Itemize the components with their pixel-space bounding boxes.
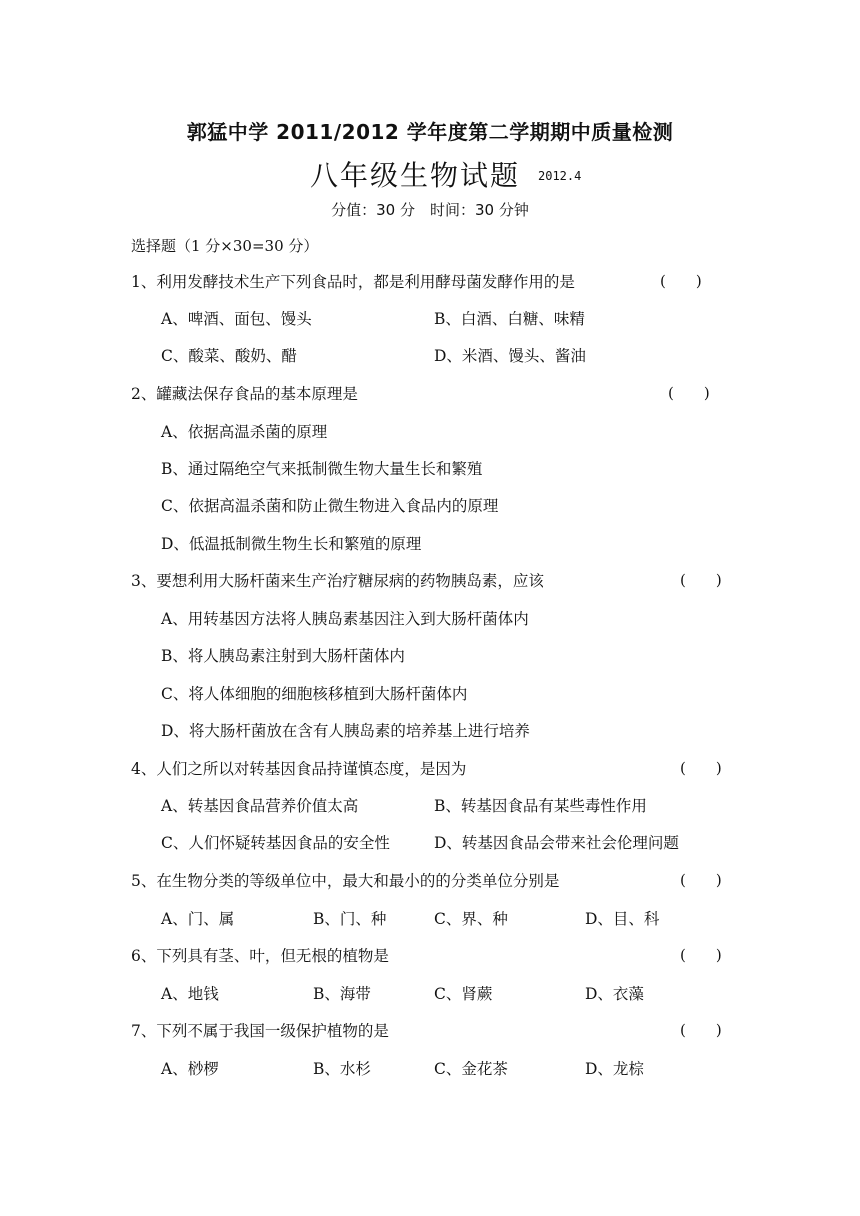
exam-date: 2012.4 (538, 169, 582, 183)
option-b: B、通过隔绝空气来抵制微生物大量生长和繁殖 (161, 460, 483, 478)
question-stem: 7、下列不属于我国一级保护植物的是 (131, 1022, 389, 1040)
section-heading: 选择题（1 分×30=30 分） (131, 237, 319, 255)
option-b: B、海带 (313, 985, 371, 1003)
question-stem: 3、要想利用大肠杆菌来生产治疗糖尿病的药物胰岛素，应该 (131, 572, 544, 590)
exam-title: 郭猛中学 2011/2012 学年度第二学期期中质量检测 (186, 120, 674, 144)
option-c: C、肾蕨 (434, 985, 493, 1003)
option-a: A、桫椤 (161, 1060, 219, 1078)
option-d: D、龙棕 (585, 1060, 644, 1078)
score-time-info: 分值：30 分 时间：30 分钟 (331, 201, 529, 219)
option-a: A、地钱 (161, 985, 219, 1003)
answer-bracket: ( ) (680, 1021, 722, 1039)
option-a: A、啤酒、面包、馒头 (161, 310, 312, 328)
option-d: D、将大肠杆菌放在含有人胰岛素的培养基上进行培养 (161, 722, 530, 740)
option-b: B、转基因食品有某些毒性作用 (434, 797, 647, 815)
question-stem: 5、在生物分类的等级单位中，最大和最小的的分类单位分别是 (131, 872, 560, 890)
option-c: C、酸菜、酸奶、醋 (161, 347, 297, 365)
answer-bracket: ( ) (660, 272, 702, 290)
option-b: B、水杉 (313, 1060, 371, 1078)
question-stem: 2、罐藏法保存食品的基本原理是 (131, 385, 358, 403)
question-stem: 4、人们之所以对转基因食品持谨慎态度，是因为 (131, 760, 467, 778)
option-c: C、人们怀疑转基因食品的安全性 (161, 834, 390, 852)
option-a: A、依据高温杀菌的原理 (161, 423, 328, 441)
question-stem: 6、下列具有茎、叶，但无根的植物是 (131, 947, 389, 965)
question-stem: 1、利用发酵技术生产下列食品时，都是利用酵母菌发酵作用的是 (131, 273, 575, 291)
answer-bracket: ( ) (680, 871, 722, 889)
option-d: D、目、科 (585, 910, 660, 928)
option-a: A、转基因食品营养价值太高 (161, 797, 359, 815)
answer-bracket: ( ) (680, 946, 722, 964)
option-a: A、用转基因方法将人胰岛素基因注入到大肠杆菌体内 (161, 610, 529, 628)
option-c: C、依据高温杀菌和防止微生物进入食品内的原理 (161, 497, 499, 515)
answer-bracket: ( ) (680, 759, 722, 777)
answer-bracket: ( ) (668, 384, 710, 402)
exam-subtitle: 八年级生物试题 (310, 159, 521, 192)
answer-bracket: ( ) (680, 571, 722, 589)
option-c: C、金花茶 (434, 1060, 508, 1078)
option-d: D、米酒、馒头、酱油 (434, 347, 586, 365)
option-d: D、转基因食品会带来社会伦理问题 (434, 834, 679, 852)
option-d: D、低温抵制微生物生长和繁殖的原理 (161, 535, 422, 553)
option-c: C、将人体细胞的细胞核移植到大肠杆菌体内 (161, 685, 468, 703)
option-b: B、将人胰岛素注射到大肠杆菌体内 (161, 647, 405, 665)
option-b: B、白酒、白糖、味精 (434, 310, 585, 328)
option-b: B、门、种 (313, 910, 387, 928)
option-c: C、界、种 (434, 910, 508, 928)
option-d: D、衣藻 (585, 985, 644, 1003)
option-a: A、门、属 (161, 910, 235, 928)
